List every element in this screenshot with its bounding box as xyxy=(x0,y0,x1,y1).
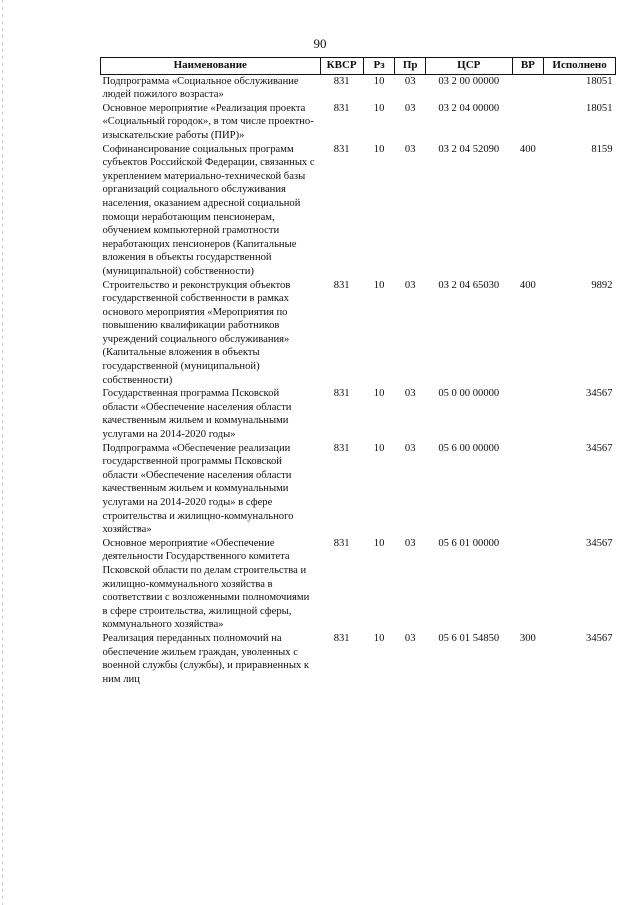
row-csr: 05 6 01 00000 xyxy=(438,537,500,549)
table-row xyxy=(101,279,616,388)
row-rz: 10 xyxy=(373,143,385,155)
row-rz: 10 xyxy=(373,279,385,291)
page-number: 90 xyxy=(313,36,327,51)
row-csr: 03 2 04 52090 xyxy=(438,143,500,155)
column-header-pr: Пр xyxy=(395,58,426,75)
row-csr: 05 0 00 00000 xyxy=(438,388,500,400)
row-name: Подпрограмма «Социальное обслуживание людей пожилого возраста» xyxy=(102,75,299,101)
row-name: Государственная программа Псковской области «Обеспечение населения области качественным жильем и коммунальными услугами на 2014-2020 годы» xyxy=(102,388,292,441)
row-csr: 05 6 00 00000 xyxy=(438,442,500,454)
row-amount: 9892 xyxy=(591,279,613,291)
table-header-row xyxy=(101,58,616,75)
row-csr: 03 2 00 00000 xyxy=(438,75,500,87)
row-vr: 400 xyxy=(519,279,536,291)
row-amount: 18051 xyxy=(586,102,613,114)
table-row xyxy=(101,387,616,441)
row-vr xyxy=(512,102,544,143)
row-kvsr: 831 xyxy=(333,442,350,454)
row-pr: 03 xyxy=(404,632,416,644)
row-name: Софинансирование социальных программ субъектов Российской Федерации, связанных с укреплением материально-технической базы организаций социального обслуживания населения, оказанием адресной социальной помощи неработающим пенсионерам, обучением компьютерной грамотности неработающих пенсионеров (Капитальные вложения в объекты государственной (муниципальной) собственности) xyxy=(102,143,315,277)
column-header-amount: Исполнено xyxy=(544,58,616,75)
row-name: Реализация переданных полномочий на обеспечение жильем граждан, уволенных с военной службы (службы), и приравненных к ним лиц xyxy=(102,632,310,685)
row-name: Основное мероприятие «Обеспечение деятельности Государственного комитета Псковской области по делам строительства и жилищно-коммунального хозяйства в соответствии с возложенными полномочиями в сфере строительства, жилищной сферы, коммунального хозяйства» xyxy=(102,537,310,631)
row-kvsr: 831 xyxy=(333,75,350,87)
row-rz: 10 xyxy=(373,537,385,549)
row-name: Строительство и реконструкция объектов государственной собственности в рамках основого мероприятия «Мероприятия по повышению квалификации работников учреждений социального обслуживания» (Капитальные вложения в объекты государственной (муниципальной) собственности) xyxy=(102,279,291,386)
row-vr xyxy=(512,74,544,102)
column-header-kvsr: КВСР xyxy=(320,58,363,75)
row-kvsr: 831 xyxy=(333,388,350,400)
table-row xyxy=(101,632,616,686)
row-kvsr: 831 xyxy=(333,102,350,114)
row-kvsr: 831 xyxy=(333,279,350,291)
row-rz: 10 xyxy=(373,632,385,644)
row-kvsr: 831 xyxy=(333,632,350,644)
row-amount: 8159 xyxy=(591,143,613,155)
scan-edge xyxy=(2,0,3,905)
row-vr xyxy=(512,387,544,441)
table-row xyxy=(101,102,616,143)
row-rz: 10 xyxy=(373,442,385,454)
row-kvsr: 831 xyxy=(333,143,350,155)
row-amount: 34567 xyxy=(586,537,613,549)
table-row xyxy=(101,74,616,102)
row-kvsr: 831 xyxy=(333,537,350,549)
row-pr: 03 xyxy=(404,102,416,114)
row-vr xyxy=(512,537,544,632)
row-pr: 03 xyxy=(404,442,416,454)
row-vr: 300 xyxy=(519,632,536,644)
column-header-rz: Рз xyxy=(363,58,395,75)
row-rz: 10 xyxy=(373,388,385,400)
row-csr: 03 2 04 65030 xyxy=(438,279,500,291)
row-pr: 03 xyxy=(404,537,416,549)
row-amount: 18051 xyxy=(586,75,613,87)
table-row xyxy=(101,442,616,537)
row-pr: 03 xyxy=(404,388,416,400)
table-row xyxy=(101,537,616,632)
budget-table xyxy=(100,57,616,686)
row-pr: 03 xyxy=(404,279,416,291)
row-csr: 05 6 01 54850 xyxy=(438,632,500,644)
row-vr: 400 xyxy=(519,143,536,155)
column-header-name: Наименование xyxy=(101,58,321,75)
row-name: Подпрограмма «Обеспечение реализации государственной программы Псковской области «Обеспечение населения области качественным жильем и коммунальными услугами на 2014-2020 годы» в сфере строительства и жилищно-коммунального хозяйства» xyxy=(102,442,294,536)
row-rz: 10 xyxy=(373,102,385,114)
row-pr: 03 xyxy=(404,75,416,87)
row-rz: 10 xyxy=(373,75,385,87)
row-amount: 34567 xyxy=(586,632,613,644)
table-row xyxy=(101,143,616,279)
row-pr: 03 xyxy=(404,143,416,155)
row-vr xyxy=(512,442,544,537)
column-header-csr: ЦСР xyxy=(426,58,513,75)
row-name: Основное мероприятие «Реализация проекта «Социальный городок», в том числе проектно-изыскательские работы (ПИР)» xyxy=(102,102,314,141)
column-header-vr: ВР xyxy=(512,58,544,75)
row-amount: 34567 xyxy=(586,442,613,454)
row-amount: 34567 xyxy=(586,388,613,400)
row-csr: 03 2 04 00000 xyxy=(438,102,500,114)
